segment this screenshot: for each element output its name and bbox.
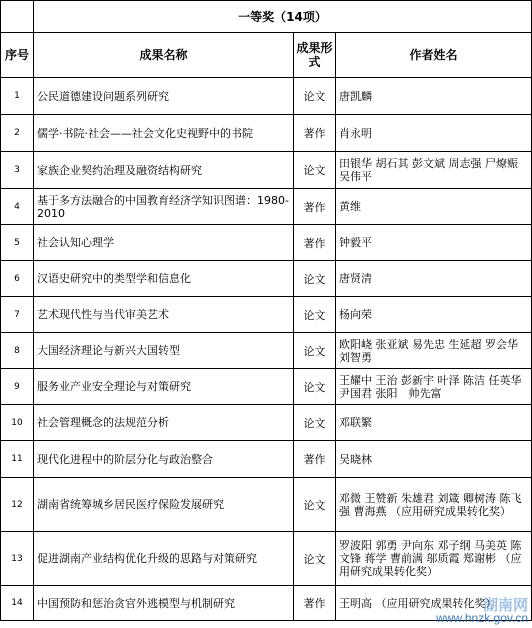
row-index: 4 [1,189,34,225]
corner-cell [1,1,34,33]
row-form: 论文 [294,152,336,189]
table-row [1,532,532,586]
row-form: 论文 [294,261,336,297]
row-name: 汉语史研究中的类型学和信息化 [34,261,294,297]
table-row [1,225,532,261]
row-index: 6 [1,261,34,297]
watermark-url: www.hnzk.gov.cn [436,611,528,625]
row-index: 8 [1,333,34,369]
row-name: 现代化进程中的阶层分化与政治整合 [34,441,294,478]
header-index: 序号 [1,33,34,78]
row-index: 11 [1,441,34,478]
header-authors: 作者姓名 [336,33,532,78]
row-form: 论文 [294,297,336,333]
row-authors: 邓微 王赞新 朱雄君 刘箴 卿树涛 陈飞强 曹海燕 （应用研究成果转化奖） [336,478,532,532]
row-name: 大国经济理论与新兴大国转型 [34,333,294,369]
row-authors: 唐贤清 [336,261,532,297]
row-authors: 王耀中 王治 彭新宇 叶泽 陈洁 任英华 尹国君 张阳 帅先富 [336,369,532,405]
table-row [1,115,532,152]
row-name: 儒学·书院·社会——社会文化史视野中的书院 [34,115,294,152]
row-name: 艺术现代性与当代审美艺术 [34,297,294,333]
table-row [1,297,532,333]
table-row [1,369,532,405]
row-name: 社会管理概念的法规范分析 [34,405,294,441]
table-row [1,261,532,297]
row-name: 社会认知心理学 [34,225,294,261]
row-index: 12 [1,478,34,532]
table-row [1,478,532,532]
row-authors: 唐凯麟 [336,78,532,115]
row-index: 5 [1,225,34,261]
row-form: 著作 [294,189,336,225]
row-index: 1 [1,78,34,115]
row-form: 论文 [294,78,336,115]
row-form: 论文 [294,478,336,532]
row-form: 著作 [294,586,336,621]
row-name: 服务业产业安全理论与对策研究 [34,369,294,405]
table-row [1,78,532,115]
watermark-site: 湖南网 [482,597,528,614]
row-index: 2 [1,115,34,152]
header-name: 成果名称 [34,33,294,78]
row-index: 10 [1,405,34,441]
row-form: 著作 [294,441,336,478]
row-authors: 吴晓林 [336,441,532,478]
table-row [1,152,532,189]
table-body [1,78,532,621]
row-authors: 肖永明 [336,115,532,152]
row-form: 论文 [294,369,336,405]
row-index: 13 [1,532,34,586]
row-index: 7 [1,297,34,333]
table-row [1,441,532,478]
row-name: 基于多方法融合的中国教育经济学知识图谱：1980-2010 [34,189,294,225]
row-authors: 钟毅平 [336,225,532,261]
row-form: 著作 [294,225,336,261]
row-name: 中国预防和惩治贪官外逃模型与机制研究 [34,586,294,621]
row-authors: 田银华 胡石其 彭文斌 周志强 尸燎赈 吴伟平 [336,152,532,189]
row-form: 论文 [294,333,336,369]
row-authors: 罗波阳 郭勇 尹向东 邓子纲 马美英 陈文锋 蒋学 曹前满 邬质霞 郑谢彬 （应用研究成果转化奖） [336,532,532,586]
row-index: 9 [1,369,34,405]
row-authors: 王明高 （应用研究成果转化奖） [336,586,532,621]
header-form: 成果形式 [294,33,336,78]
table-row [1,333,532,369]
award-title: 一等奖（14项） [34,1,532,33]
row-form: 著作 [294,115,336,152]
row-name: 湖南省统筹城乡居民医疗保险发展研究 [34,478,294,532]
table-row [1,405,532,441]
row-name: 公民道德建设问题系列研究 [34,78,294,115]
row-index: 3 [1,152,34,189]
header-row [1,33,532,78]
row-authors: 欧阳峣 张亚斌 易先忠 生延超 罗会华 刘智勇 [336,333,532,369]
row-form: 论文 [294,532,336,586]
site-watermark [436,599,528,625]
row-form: 论文 [294,405,336,441]
row-authors: 杨向荣 [336,297,532,333]
row-authors: 黄维 [336,189,532,225]
row-authors: 邓联繁 [336,405,532,441]
row-name: 促进湖南产业结构优化升级的思路与对策研究 [34,532,294,586]
row-index: 14 [1,586,34,621]
row-name: 家族企业契约治理及融资结构研究 [34,152,294,189]
table-row [1,189,532,225]
